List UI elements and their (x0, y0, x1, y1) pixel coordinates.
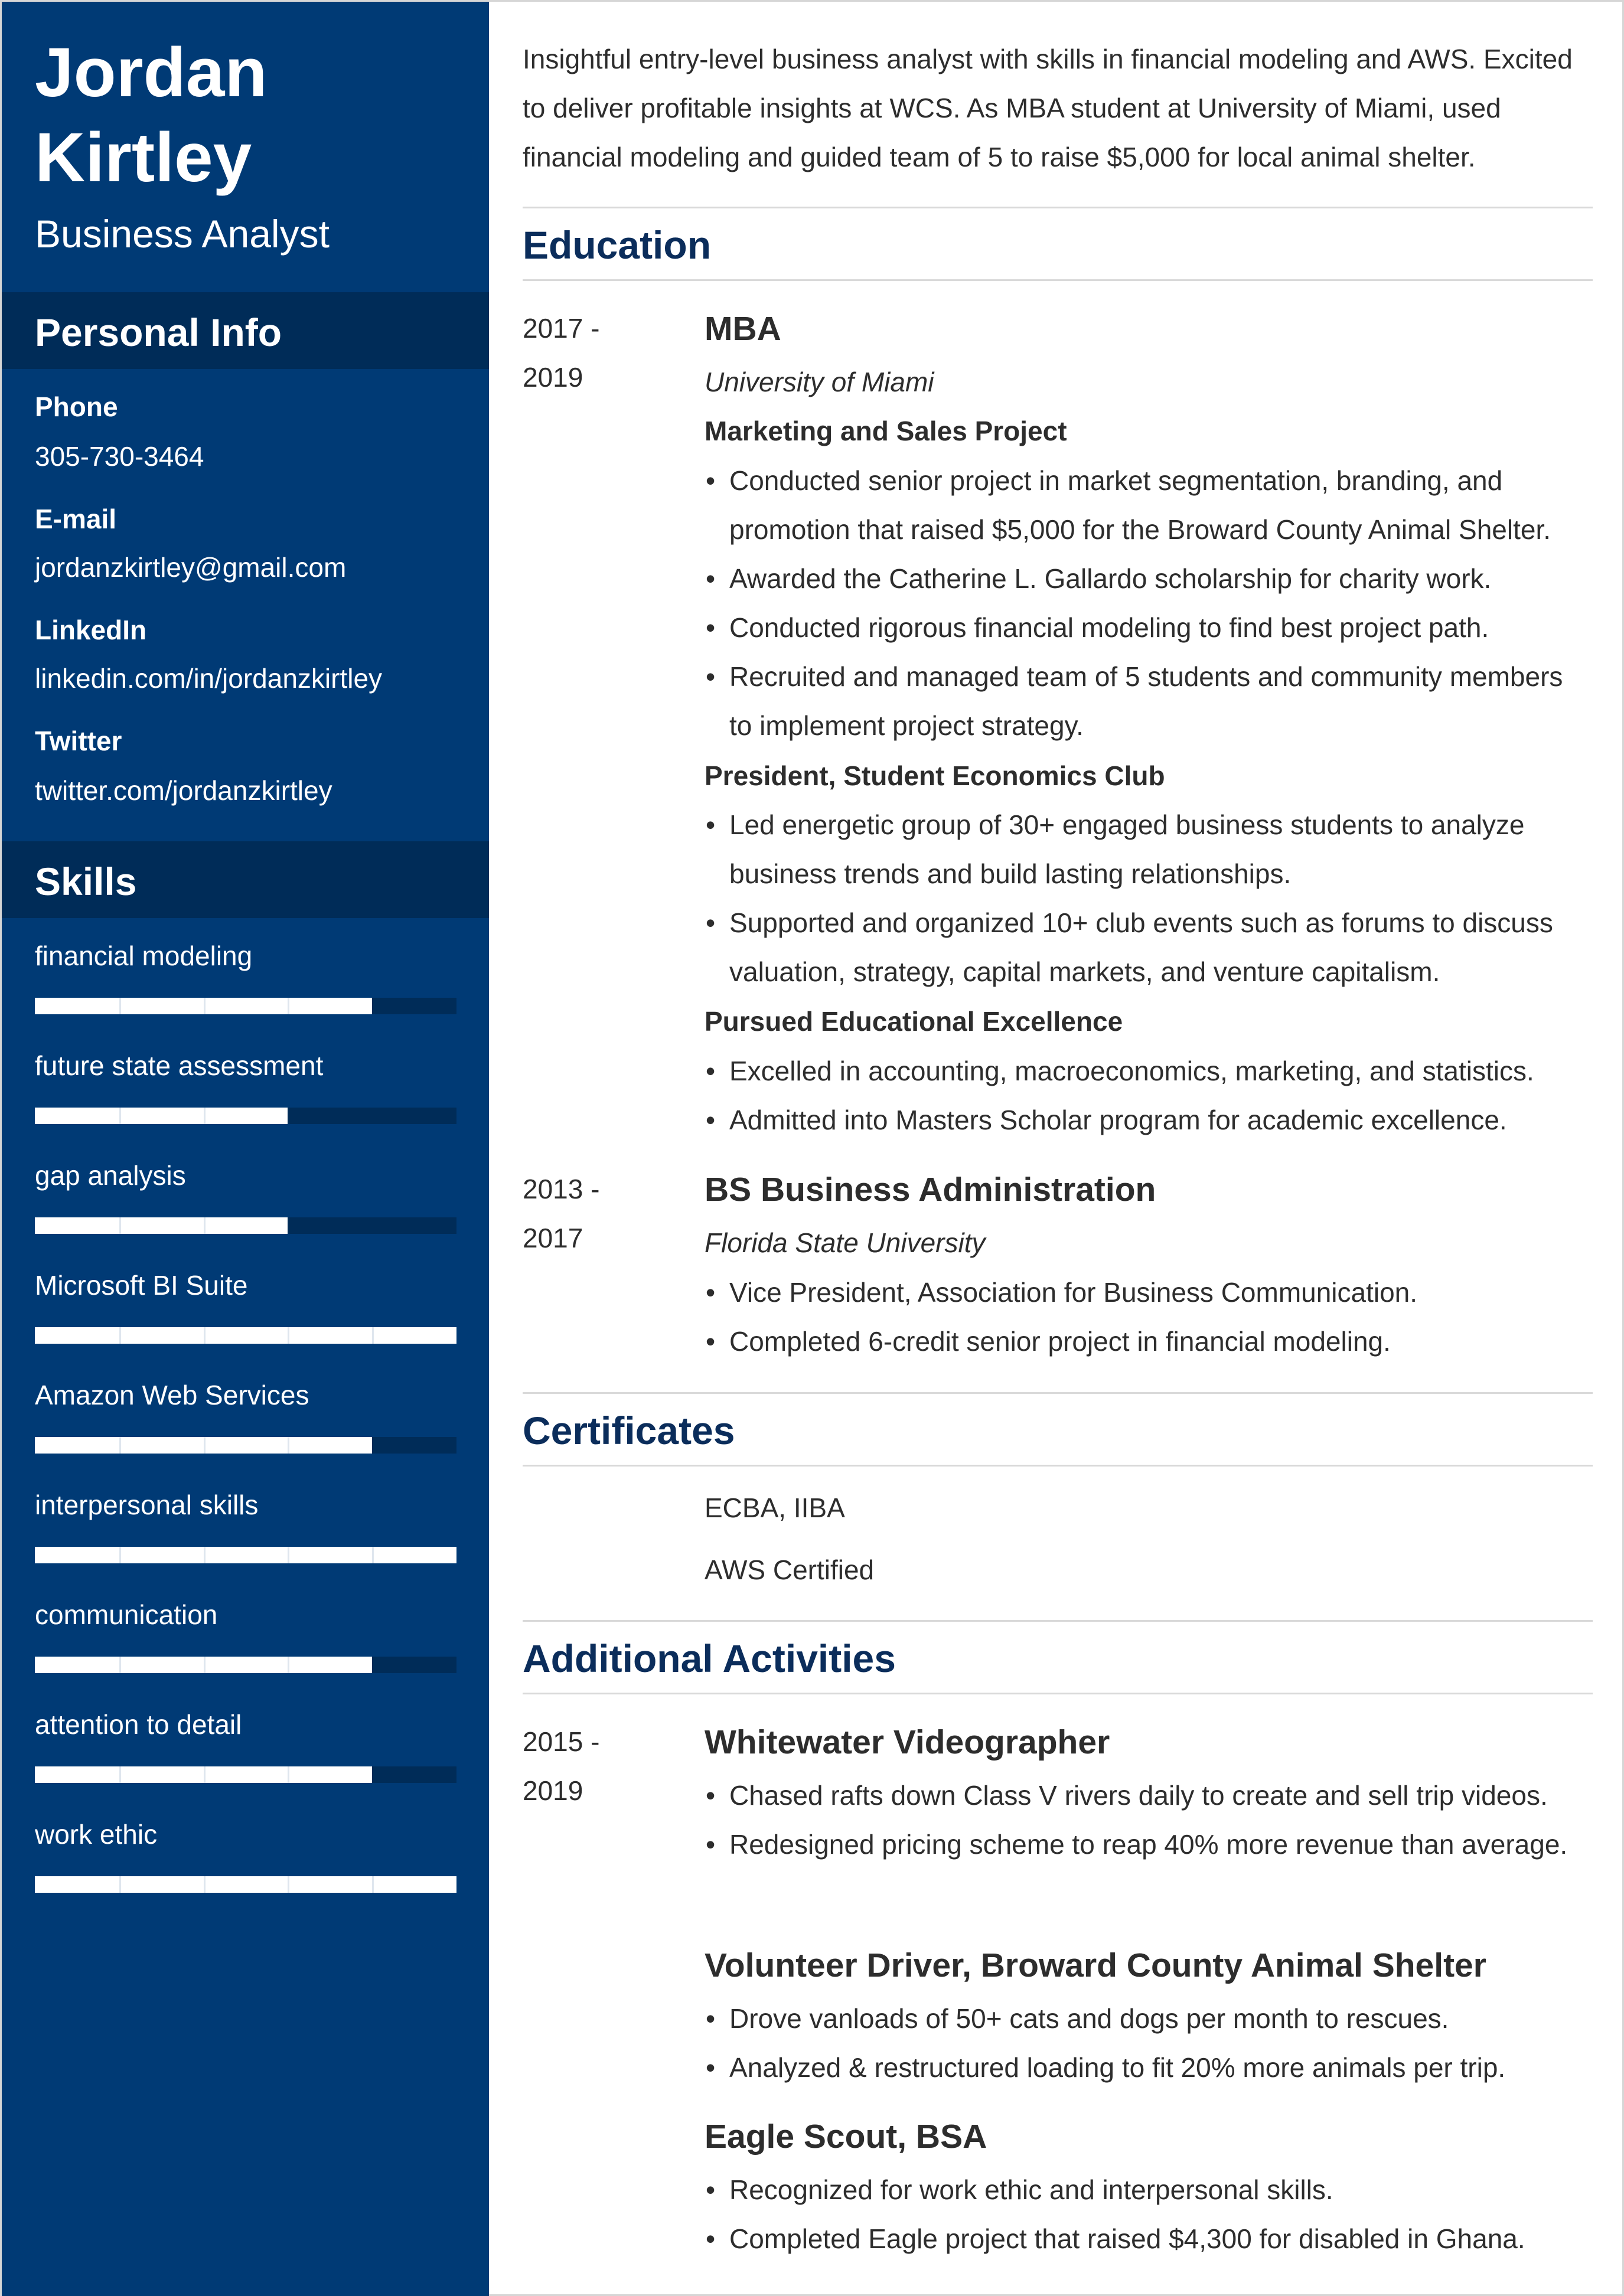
bullet-item: • Recognized for work ethic and interpersonal skills. (705, 2166, 1593, 2215)
bullet-item: • Conducted rigorous financial modeling to find best project path. (705, 603, 1593, 652)
bullet-item: • Completed 6-credit senior project in financial modeling. (705, 1317, 1593, 1366)
activity-title: Whitewater Videographer (705, 1723, 1110, 1761)
bullet-item: • Redesigned pricing scheme to reap 40% more revenue than average. (705, 1820, 1593, 1869)
education-date-end: 2019 (523, 362, 583, 393)
activities-heading: Additional Activities (523, 1637, 896, 1680)
skill-name: Microsoft BI Suite (35, 1270, 248, 1301)
email-label: E-mail (35, 504, 117, 534)
skill-segment-divider (288, 1327, 289, 1344)
skill-segment-divider (119, 998, 121, 1014)
skill-level-bar (35, 998, 456, 1014)
twitter-value: twitter.com/jordanzkirtley (35, 775, 332, 806)
skills-heading (2, 841, 489, 918)
skills-heading-text: Skills (35, 860, 137, 903)
certificate-item: AWS Certified (705, 1554, 875, 1585)
section-divider (523, 1392, 1593, 1394)
phone-label: Phone (35, 391, 118, 422)
skill-segment-divider (119, 1876, 121, 1893)
skill-segment-divider (288, 1547, 289, 1563)
skill-segment-divider (204, 1876, 206, 1893)
skill-level-bar (35, 1437, 456, 1454)
bullet-dot-icon: • (706, 563, 716, 594)
twitter-label: Twitter (35, 726, 122, 756)
bullet-item: • Excelled in accounting, macroeconomics, marketing, and statistics. (705, 1047, 1593, 1096)
project-title: Marketing and Sales Project (705, 416, 1067, 446)
skill-segment-divider (204, 1108, 206, 1124)
bullet-item: • Admitted into Masters Scholar program for academic excellence. (705, 1096, 1593, 1145)
bullet-dot-icon: • (706, 1780, 716, 1811)
bullet-dot-icon: • (706, 1056, 716, 1086)
skill-level-bar (35, 1217, 456, 1234)
skill-segment-divider (204, 998, 206, 1014)
bullet-dot-icon: • (706, 2003, 716, 2034)
skill-segment-divider (119, 1766, 121, 1783)
profile-summary: Insightful entry-level business analyst with skills in financial modeling and AWS. Excited to deliver profitable insights at WCS. As MBA student at University of Miami, used financial modeling and guided team of 5 to raise $5,000 for local animal shelter. (523, 44, 1573, 172)
skill-segment-divider (288, 1766, 289, 1783)
certificate-item: ECBA, IIBA (705, 1492, 845, 1523)
bullet-item: • Analyzed & restructured loading to fit 20% more animals per trip. (705, 2043, 1593, 2092)
skill-level-bar (35, 1547, 456, 1563)
skill-level-bar (35, 1657, 456, 1673)
excellence-title: Pursued Educational Excellence (705, 1006, 1123, 1037)
bullet-dot-icon: • (706, 2052, 716, 2083)
bullet-item: • Led energetic group of 30+ engaged business students to analyze business trends and build lasting relationships. (705, 801, 1593, 899)
skill-segment-divider (204, 1766, 206, 1783)
candidate-name: Jordan Kirtley (35, 34, 268, 197)
skill-segment-divider (204, 1437, 206, 1454)
skill-segment-divider (372, 1876, 374, 1893)
skill-segment-divider (119, 1108, 121, 1124)
skill-level-bar (35, 1327, 456, 1344)
section-divider (523, 279, 1593, 281)
skill-level-fill (35, 1327, 456, 1344)
skill-name: financial modeling (35, 940, 253, 971)
bullet-item: • Drove vanloads of 50+ cats and dogs per month to rescues. (705, 1994, 1593, 2043)
skill-level-fill (35, 1217, 288, 1234)
skill-level-fill (35, 1108, 288, 1124)
activity-title: Eagle Scout, BSA (705, 2118, 987, 2155)
section-divider (523, 1620, 1593, 1622)
skill-segment-divider (119, 1327, 121, 1344)
skill-segment-divider (372, 1327, 374, 1344)
bullet-dot-icon: • (706, 661, 716, 692)
skill-segment-divider (288, 1657, 289, 1673)
club-title: President, Student Economics Club (705, 760, 1165, 791)
bullet-item: • Vice President, Association for Business Communication. (705, 1268, 1593, 1317)
skill-level-bar (35, 1108, 456, 1124)
personal-info-heading-text: Personal Info (35, 311, 282, 354)
skill-segment-divider (204, 1217, 206, 1234)
school-name: University of Miami (705, 367, 934, 397)
bullet-item: • Supported and organized 10+ club events such as forums to discuss valuation, strategy, capital markets, and venture capitalism. (705, 899, 1593, 997)
activities-date-end: 2019 (523, 1775, 583, 1806)
skill-name: work ethic (35, 1819, 158, 1850)
section-divider (523, 1693, 1593, 1694)
linkedin-label: LinkedIn (35, 615, 147, 645)
bullet-dot-icon: • (706, 2174, 716, 2205)
skill-level-bar (35, 1876, 456, 1893)
education-heading: Education (523, 223, 712, 267)
job-title: Business Analyst (35, 212, 330, 256)
email-value: jordanzkirtley@gmail.com (35, 552, 347, 583)
skill-level-fill (35, 1876, 456, 1893)
skill-segment-divider (204, 1547, 206, 1563)
skill-segment-divider (372, 1547, 374, 1563)
section-divider (523, 207, 1593, 208)
skill-segment-divider (119, 1437, 121, 1454)
education-date-end: 2017 (523, 1223, 583, 1253)
skill-segment-divider (288, 1437, 289, 1454)
skill-name: communication (35, 1599, 218, 1630)
bullet-dot-icon: • (706, 809, 716, 840)
skill-segment-divider (119, 1657, 121, 1673)
activity-title: Volunteer Driver, Broward County Animal Shelter (705, 1946, 1486, 1984)
skill-level-bar (35, 1766, 456, 1783)
bullet-dot-icon: • (706, 907, 716, 938)
phone-value: 305-730-3464 (35, 441, 204, 472)
skill-segment-divider (288, 998, 289, 1014)
bullet-dot-icon: • (706, 1105, 716, 1135)
skill-segment-divider (204, 1327, 206, 1344)
sidebar (2, 2, 489, 2296)
degree-title: MBA (705, 310, 781, 348)
bullet-dot-icon: • (706, 1829, 716, 1860)
linkedin-value: linkedin.com/in/jordanzkirtley (35, 663, 383, 694)
bullet-dot-icon: • (706, 612, 716, 643)
section-divider (523, 1465, 1593, 1467)
bullet-dot-icon: • (706, 1277, 716, 1308)
skill-segment-divider (288, 1876, 289, 1893)
skill-segment-divider (119, 1217, 121, 1234)
certificates-heading: Certificates (523, 1409, 735, 1452)
bullet-dot-icon: • (706, 1326, 716, 1357)
skill-name: Amazon Web Services (35, 1380, 309, 1410)
bullet-item: • Completed Eagle project that raised $4,300 for disabled in Ghana. (705, 2215, 1593, 2264)
school-name: Florida State University (705, 1227, 986, 1258)
skill-name: gap analysis (35, 1160, 186, 1191)
activities-date-start: 2015 - (523, 1726, 600, 1757)
skill-segment-divider (119, 1547, 121, 1563)
bullet-dot-icon: • (706, 465, 716, 496)
degree-title: BS Business Administration (705, 1171, 1156, 1209)
skill-level-fill (35, 1547, 456, 1563)
skill-name: future state assessment (35, 1050, 324, 1081)
skill-segment-divider (204, 1657, 206, 1673)
education-date-start: 2013 - (523, 1174, 600, 1204)
bullet-item: • Awarded the Catherine L. Gallardo scholarship for charity work. (705, 554, 1593, 603)
bullet-item: • Recruited and managed team of 5 students and community members to implement project strategy. (705, 652, 1593, 750)
education-date-start: 2017 - (523, 313, 600, 344)
skill-name: attention to detail (35, 1709, 242, 1740)
skill-name: interpersonal skills (35, 1490, 259, 1520)
personal-info-heading (2, 292, 489, 369)
bullet-item: • Chased rafts down Class V rivers daily to create and sell trip videos. (705, 1771, 1593, 1820)
bullet-dot-icon: • (706, 2223, 716, 2254)
bullet-item: • Conducted senior project in market segmentation, branding, and promotion that raised $5,000 for the Broward County Animal Shelter. (705, 456, 1593, 554)
